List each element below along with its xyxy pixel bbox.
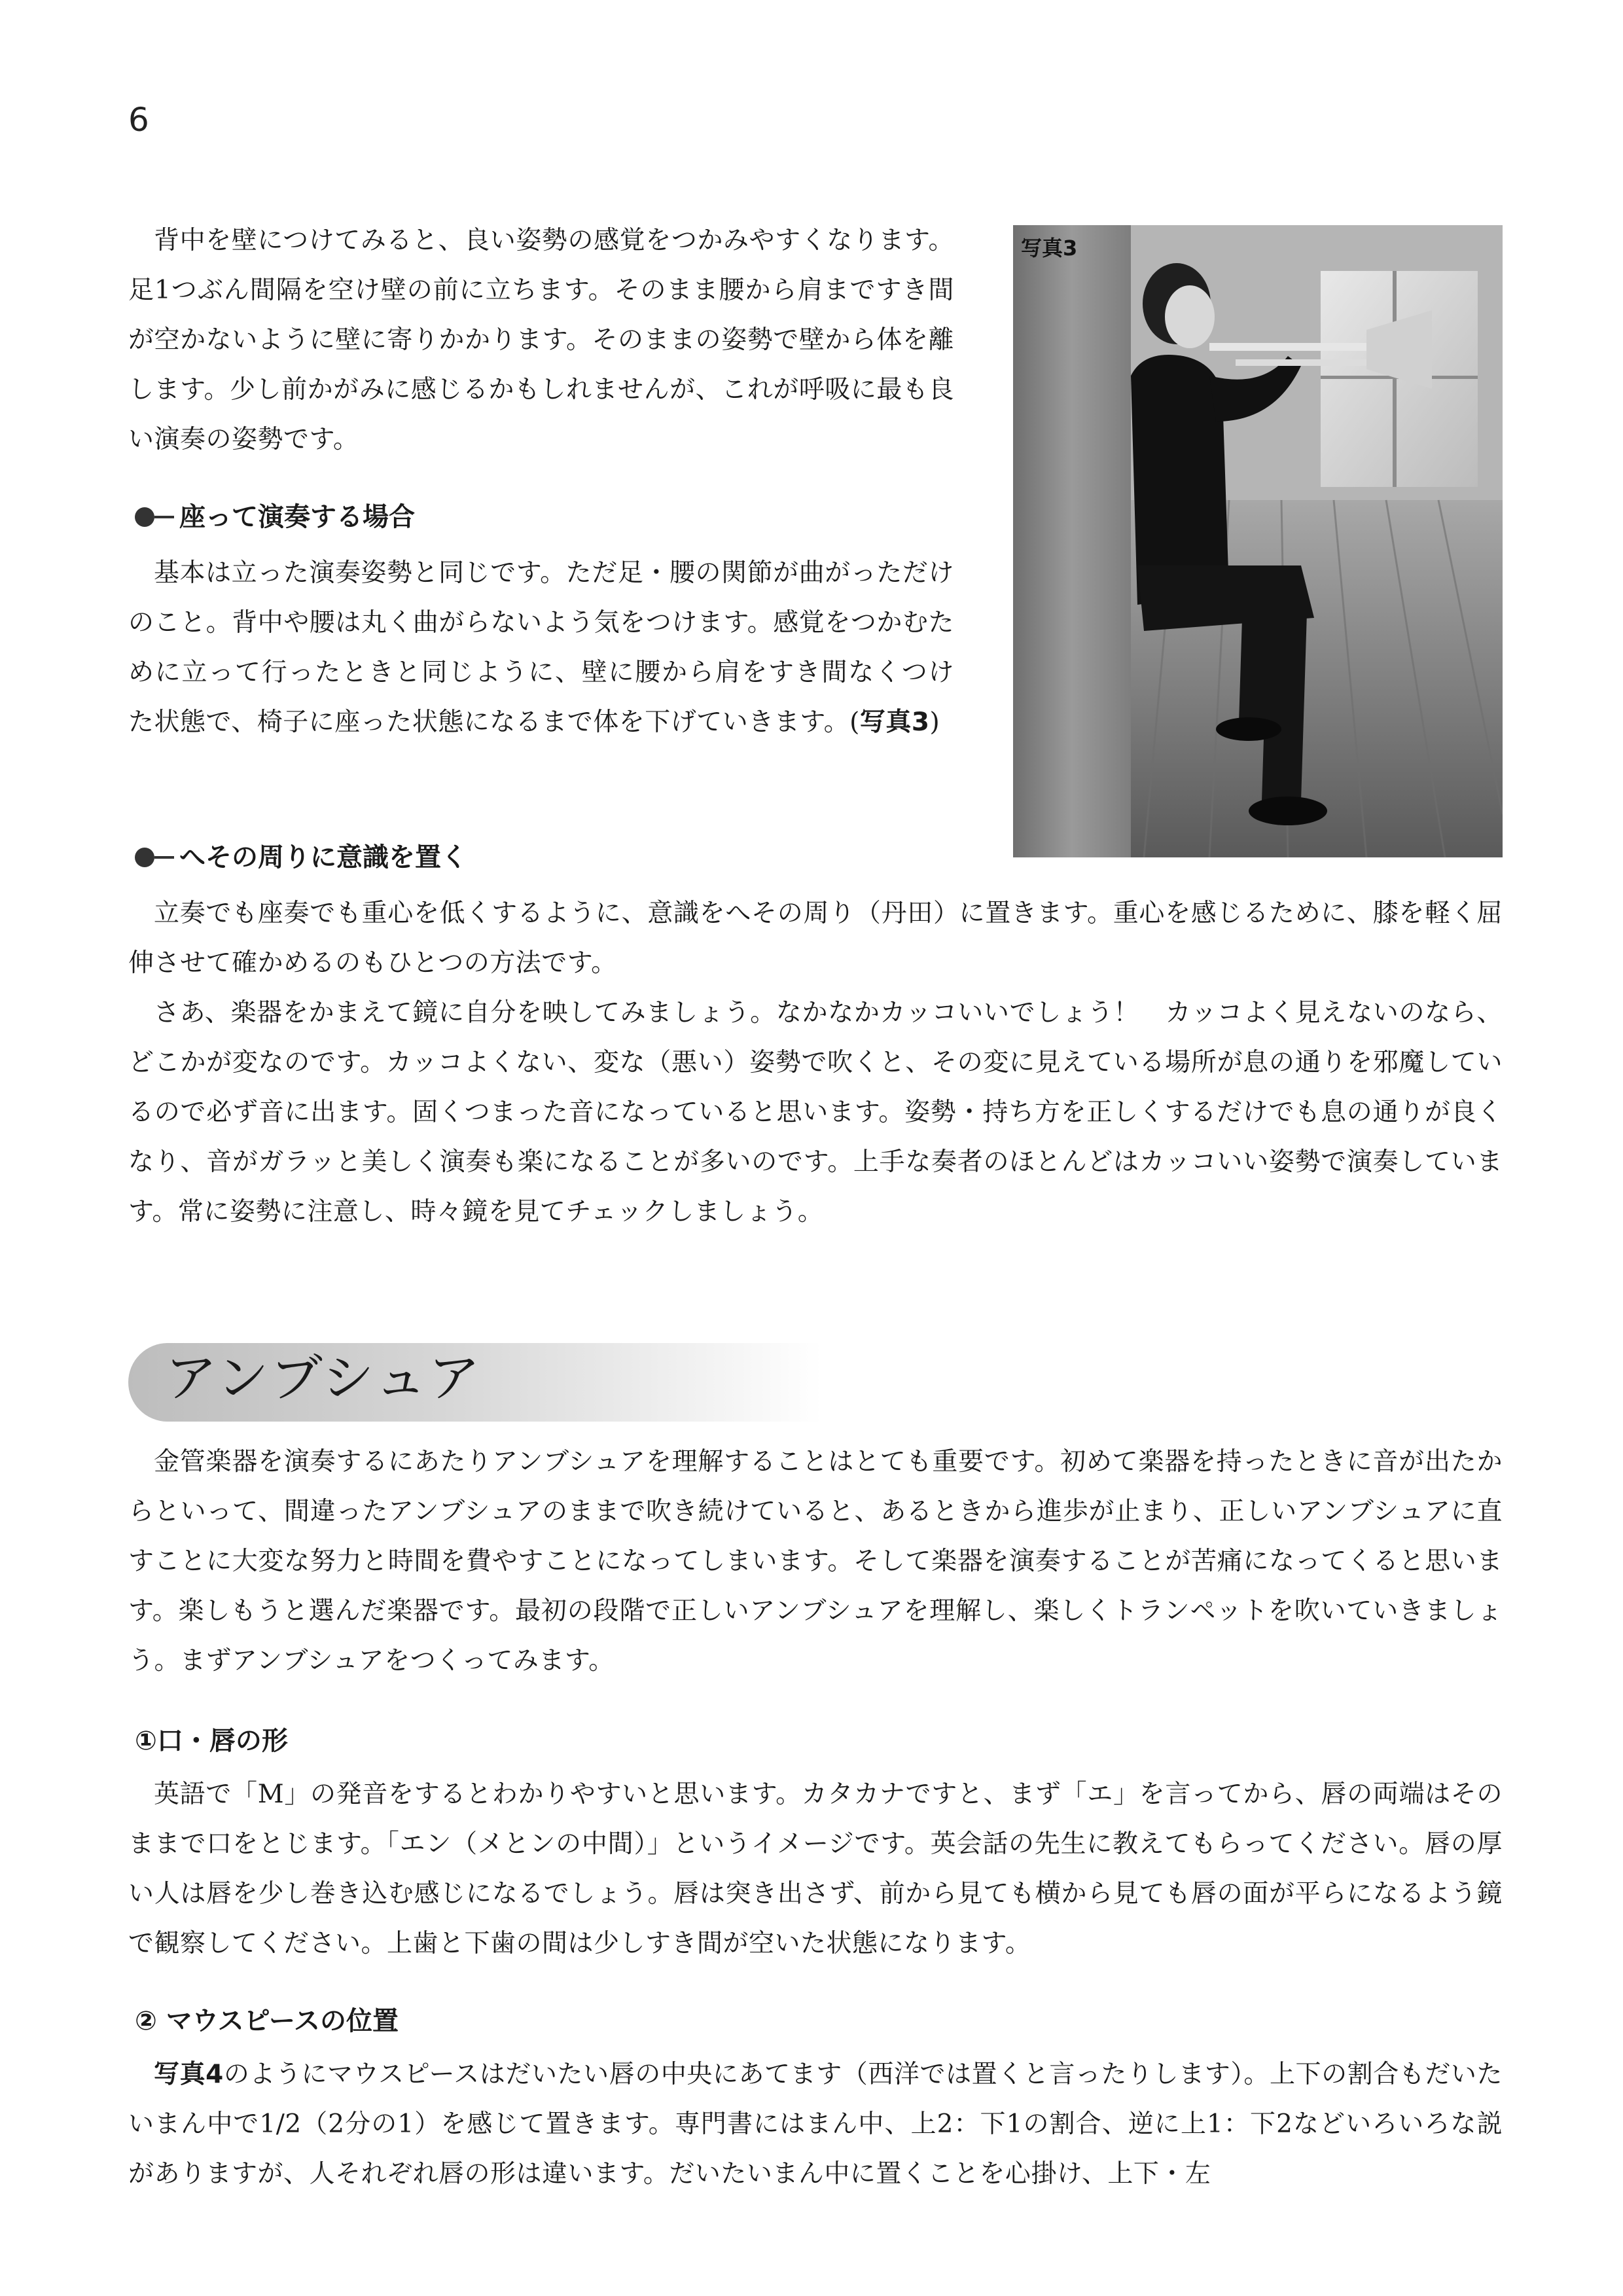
bullet-icon [135, 507, 154, 527]
photo3-ref: 写真3 [859, 708, 930, 737]
heading-navel [135, 844, 467, 870]
heading-mouthpiece [135, 2008, 399, 2034]
bullet-icon [135, 848, 154, 867]
bullet-line-icon [154, 856, 174, 859]
page-number: 6 [128, 101, 149, 139]
bullet-line-icon [154, 516, 174, 518]
lips-text: 英語で「M」の発音をするとわかりやすいと思います。カタカナですと、まず「エ」を言ってから、唇の両端はそのままで口をとじます。「エン（メとンの中間）」というイメージです。英会話の先生に教えてもらってください。唇の厚い人は唇を少し巻き込む感じになるでしょう。唇は突き出さず、前から見ても横から見ても唇の面が平らになるよう鏡で観察してください。上歯と下歯の間は少しすき間が空いた状態になります。 [128, 1780, 1503, 1958]
navel-paragraphs [128, 889, 1503, 1237]
heading-sitting [135, 504, 415, 530]
photo4-ref: 写真4 [154, 2060, 224, 2089]
sitting-body: 基本は立った演奏姿勢と同じです。ただ足・腰の関節が曲がっただけのこと。背中や腰は丸く曲がらないよう気をつけます。感覚をつかむために立って行ったときと同じように、壁に腰から肩をすき間なくつけた状態で、椅子に座った状態になるまで体を下げていきます。( [128, 558, 954, 737]
lips-paragraph [128, 1770, 1503, 1969]
embouchure-text: 金管楽器を演奏するにあたりアンブシュアを理解することはとても重要です。初めて楽器を持ったときに音が出たからといって、間違ったアンブシュアのままで吹き続けていると、あるときから進歩が止まり、正しいアンブシュアに直すことに大変な努力と時間を費やすことになってしまいます。そして楽器を演奏することが苦痛になってくると思います。楽しもうと選んだ楽器です。最初の段階で正しいアンブシュアを理解し、楽しくトランペットを吹いていきましょう。まずアンブシュアをつくってみます。 [128, 1447, 1503, 1676]
sitting-paragraph [128, 548, 954, 747]
intro-paragraph [128, 216, 954, 465]
photo-illustration [1013, 225, 1503, 857]
heading-lips [135, 1728, 288, 1754]
photo-caption: 写真3 [1021, 236, 1078, 260]
heading-lips-text: ①口・唇の形 [135, 1726, 288, 1756]
heading-sitting-text: 座って演奏する場合 [179, 502, 415, 532]
ref-close: ) [929, 708, 940, 737]
heading-navel-text: へその周りに意識を置く [179, 842, 467, 872]
mouthpiece-text [128, 2050, 1503, 2199]
intro-text: 背中を壁につけてみると、良い姿勢の感覚をつかみやすくなります。足1つぶん間隔を空け壁の前に立ちます。そのまま腰から肩まですき間が空かないように壁に寄りかかります。そのままの姿勢で壁から体を離します。少し前かがみに感じるかもしれませんが、これが呼吸に最も良い演奏の姿勢です。 [128, 226, 954, 454]
mouthpiece-body: のようにマウスピースはだいたい唇の中央にあてます（西洋では置くと言ったりします）。上下の割合もだいたいまん中で1/2（2分の1）を感じて置きます。専門書にはまん中、上2：下1の割合、逆に上1：下2などいろいろな説がありますが、人それぞれ唇の形は違います。だいたいまん中に置くことを心掛け、上下・左 [128, 2060, 1503, 2189]
section-title-embouchure: アンブシュア [165, 1348, 482, 1408]
embouchure-paragraph [128, 1437, 1503, 1686]
navel-text-2: さあ、楽器をかまえて鏡に自分を映してみましょう。なかなかカッコいいでしょう！ カッコよく見えないのなら、どこかが変なのです。カッコよくない、変な（悪い）姿勢で吹くと、その変に見えている場所が息の通りを邪魔しているので必ず音に出ます。固くつまった音になっていると思います。姿勢・持ち方を正しくするだけでも息の通りが良くなり、音がガラッと美しく演奏も楽になることが多いのです。上手な奏者のほとんどはカッコいい姿勢で演奏しています。常に姿勢に注意し、時々鏡を見てチェックしましょう。 [128, 998, 1503, 1227]
heading-mouthpiece-text: ② マウスピースの位置 [135, 2006, 399, 2036]
mouthpiece-paragraph [128, 2050, 1503, 2199]
sitting-text [128, 548, 954, 747]
navel-text-1: 立奏でも座奏でも重心を低くするように、意識をへその周り（丹田）に置きます。重心を感じるために、膝を軽く屈伸させて確かめるのもひとつの方法です。 [128, 899, 1503, 978]
photo-trumpet-wall-sit [1013, 225, 1503, 857]
